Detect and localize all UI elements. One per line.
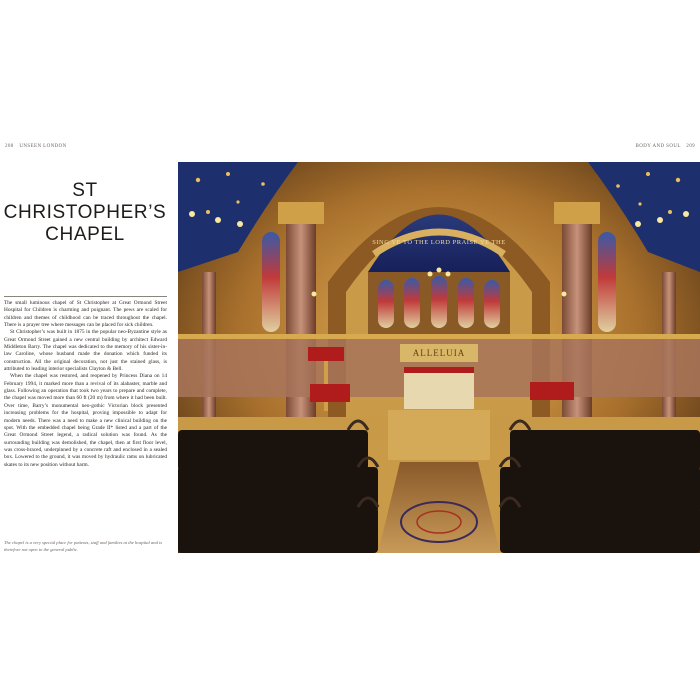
right-page-number: 209 [686, 144, 695, 149]
body-paragraph: When the chapel was restored, and reopened by Princess Diana on 14 February 1994, it marked more than a revival of its alabaster, marble and glass. Following an operation that took two years to prepare and complete, the chapel was moved more than 60 ft (20 m) from where it had been built. Over time, Barry’s monumental neo-gothic Victorian block presented increasing problems for the hospital, proving impossible to adapt for modern needs. There was a need to make a new clinical building on the spot. With the embedded chapel being Grade II* listed and a part of the Great Ormond Street legend, a radical solution was found. As the surrounding building was demolished, the chapel, then at first floor level, was cross-braced, underpinned by a concrete raft and enclosed in a sealed box. Lowered to the ground, it was moved by hydraulic rams on lubricated skates to its new position without harm. [4, 373, 167, 468]
red-chair [310, 384, 350, 402]
right-page-header [636, 144, 695, 149]
red-chair [530, 382, 574, 400]
body-paragraph: The small luminous chapel of St Christopher at Great Ormond Street Hospital for Children is charming and poignant. The pews are scaled for children and themes of childhood can be traced throughout the chapel. There is a prayer tree where messages can be placed for sick children. [4, 300, 167, 329]
altar [404, 367, 474, 409]
left-window [262, 232, 280, 332]
article-title [0, 180, 170, 246]
body-paragraph: St Christopher’s was built in 1875 in the popular neo-Byzantine style as Great Ormond Street gained a new central building by architect Edward Middleton Barry. The chapel was dedicated to the memory of his sister-in-law Caroline, whose husband made the donation which funded its construction. All the original decoration, not just the stained glass, is attributed to leading interior specialists Clayton & Bell. [4, 329, 167, 373]
title-line-1: ST [72, 180, 98, 201]
chapel-interior-photo [178, 162, 700, 553]
lectern-banner [308, 347, 344, 361]
left-page-number: 208 [5, 144, 14, 149]
gilded-frieze [178, 334, 700, 339]
title-line-3: CHAPEL [45, 224, 125, 245]
left-running-title: UNSEEN LONDON [19, 144, 67, 149]
title-divider [4, 296, 167, 297]
photo-caption: The chapel is a very special place for patients, staff and families at the hospital and is therefore not open to the general public. [4, 540, 163, 553]
right-window [598, 232, 616, 332]
left-page-header [5, 144, 67, 149]
article-body [4, 300, 167, 469]
apse-banner-text: SING YE TO THE LORD PRAISE YE THE [372, 239, 506, 246]
altar-frontal [404, 367, 474, 373]
title-line-2: CHRISTOPHER’S [3, 202, 167, 223]
right-running-title: BODY AND SOUL [635, 144, 681, 149]
altar-text: ALLELUIA [412, 348, 466, 358]
chancel-gate [388, 410, 490, 460]
